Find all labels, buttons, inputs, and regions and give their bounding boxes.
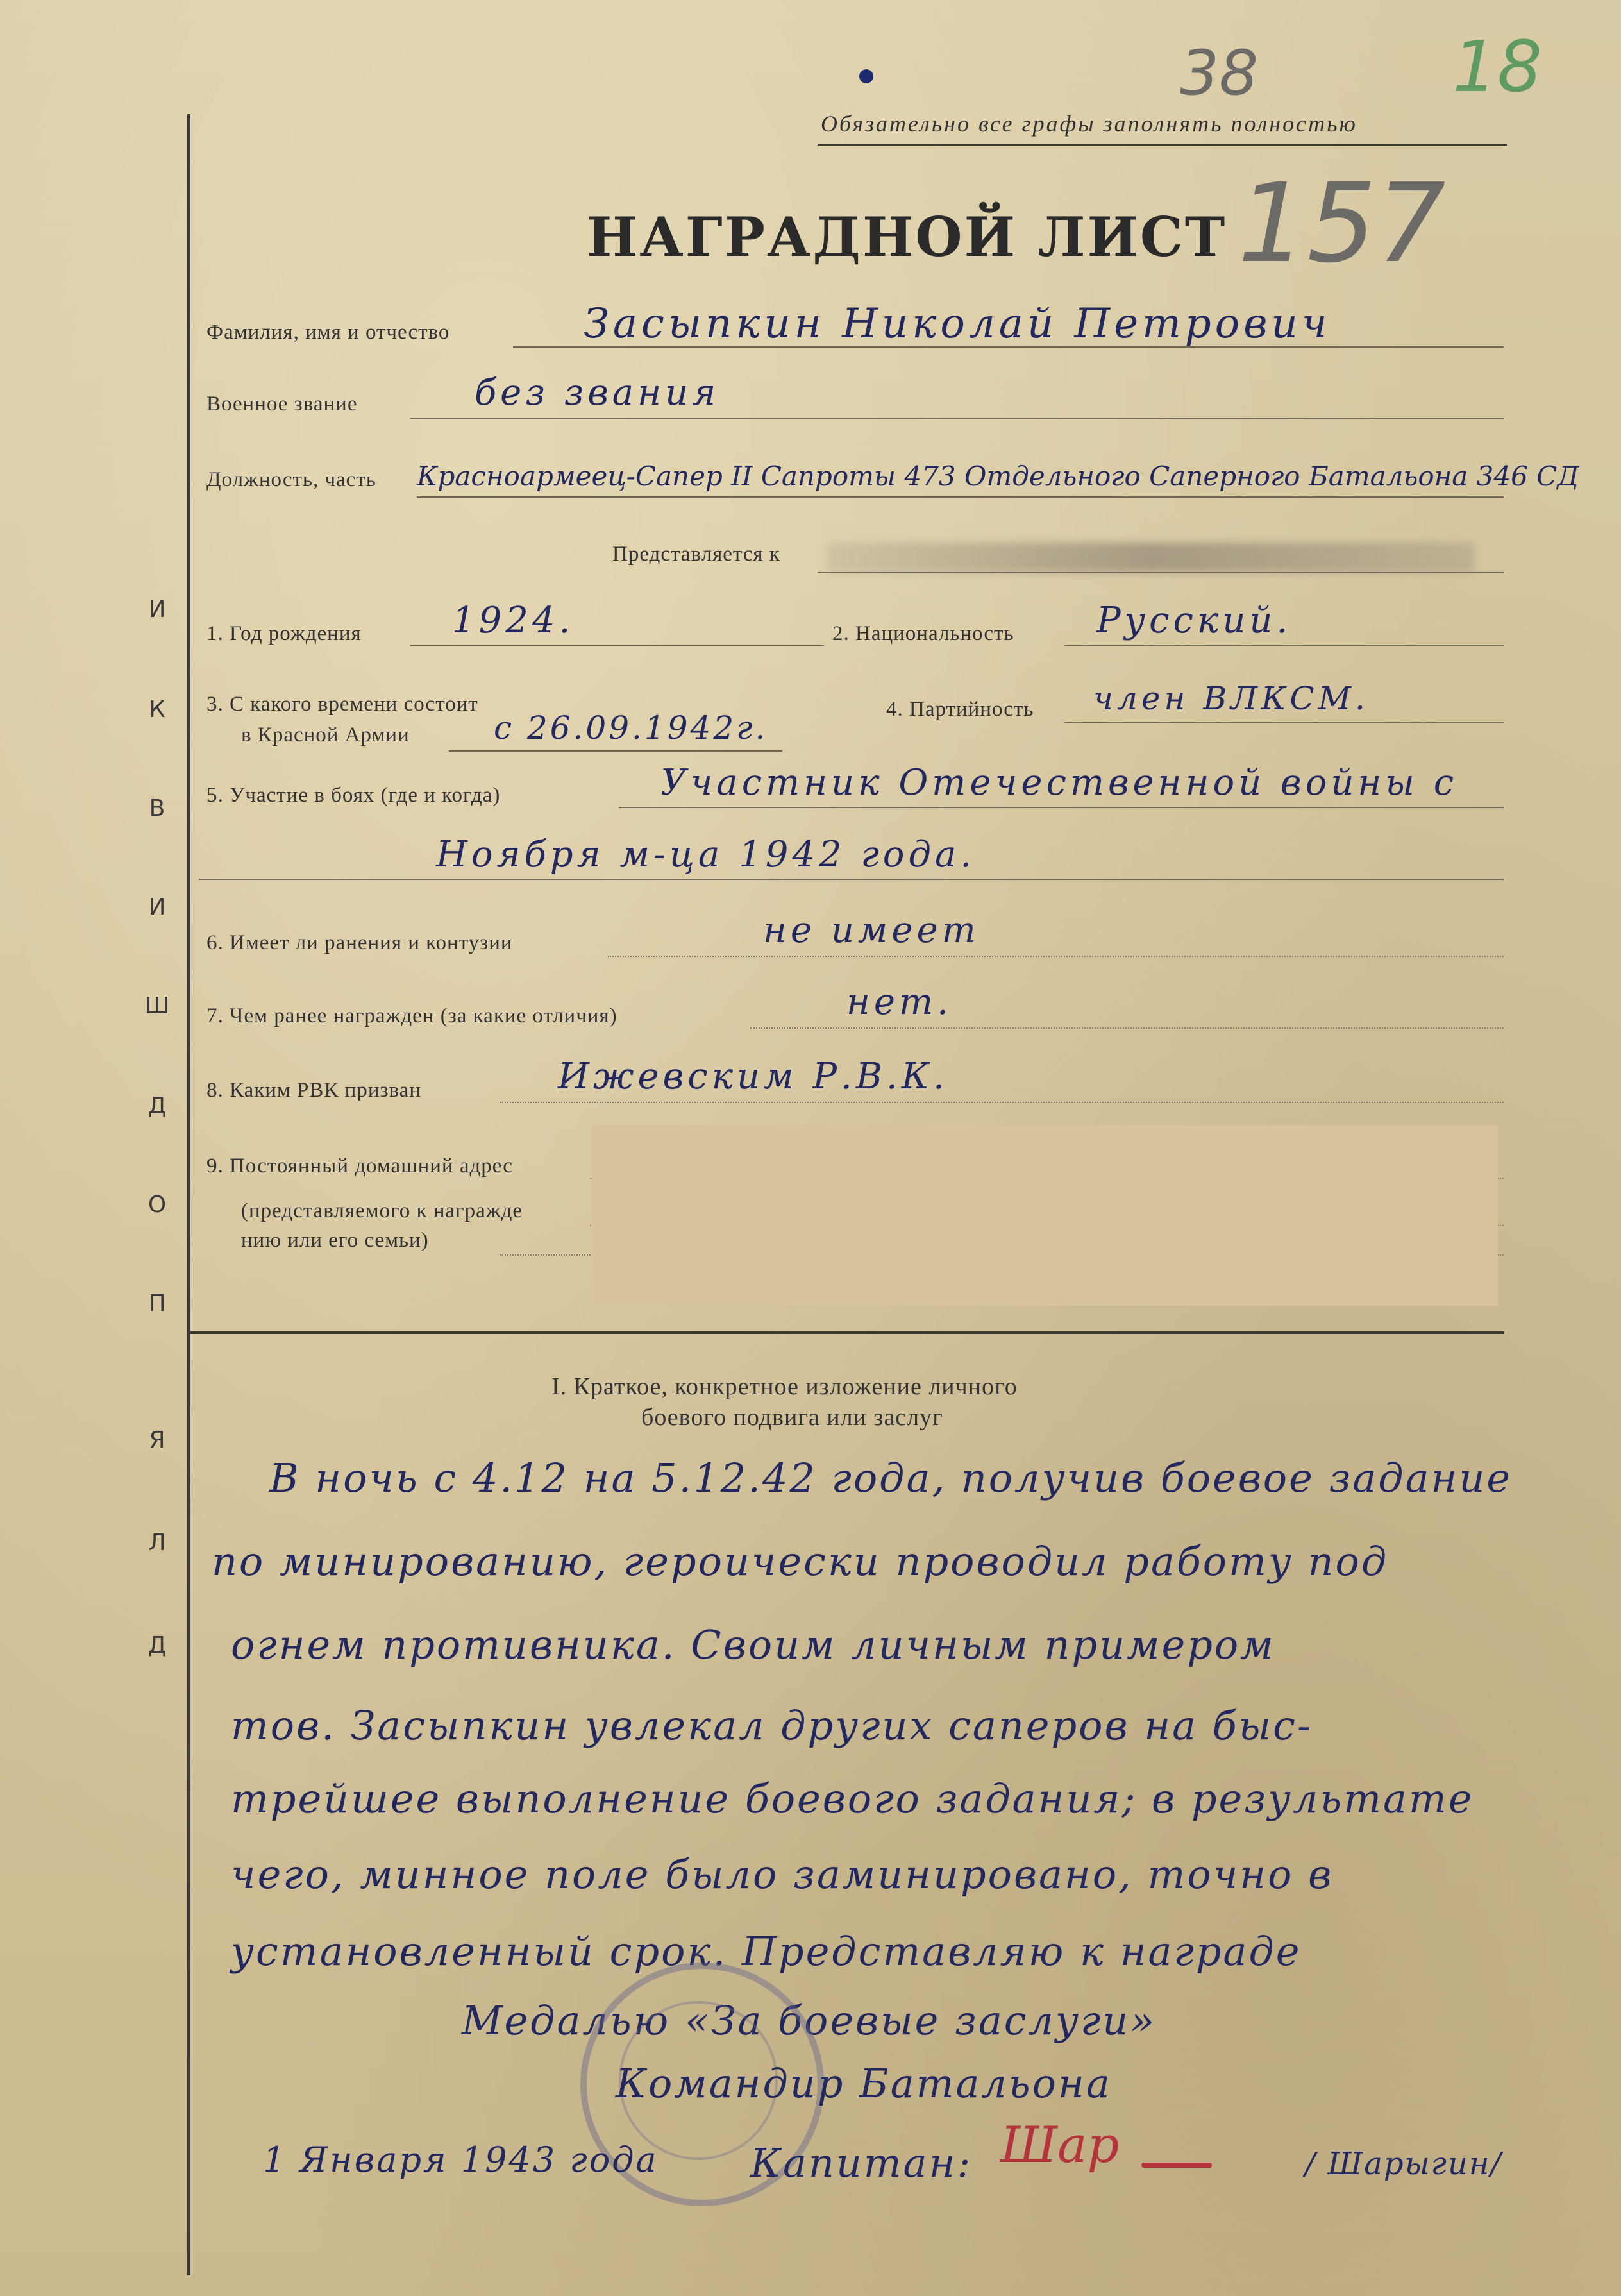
address-label-3: нию или его семьи) — [241, 1229, 429, 1252]
party-value: член ВЛКСМ. — [1093, 680, 1369, 717]
commander-surname: / Шарыгин/ — [1305, 2146, 1502, 2182]
signature: Шар — [1000, 2116, 1120, 2174]
name-line — [513, 346, 1504, 348]
narrative-line: Медалью «За боевые заслуги» — [462, 1997, 1157, 2044]
presented-line — [818, 572, 1504, 573]
section-heading-1: I. Краткое, конкретное изложение личного — [551, 1373, 1018, 1400]
side-letter: Я — [149, 1427, 165, 1453]
position-value: Красноармеец-Сапер II Сапроты 473 Отдельного Саперного Батальона 346 СД — [417, 460, 1579, 492]
position-line — [417, 496, 1504, 498]
pencil-number-mid: 157 — [1238, 160, 1446, 287]
blurred-award-text — [827, 543, 1475, 572]
side-letter: И — [148, 596, 166, 623]
wounds-value: не имеет — [763, 909, 980, 951]
address-label-2: (представляемого к награжде — [241, 1199, 523, 1222]
page-title: НАГРАДНОЙ ЛИСТ — [587, 205, 1227, 269]
battles-line-1 — [619, 807, 1504, 808]
rvk-label: 8. Каким РВК призван — [206, 1079, 421, 1102]
rank-line — [410, 418, 1504, 419]
rank-label: Военное звание — [206, 393, 358, 416]
since-line — [449, 750, 782, 752]
nationality-value: Русский. — [1096, 600, 1292, 641]
side-letter: Д — [147, 1093, 167, 1119]
address-label-1: 9. Постоянный домашний адрес — [206, 1154, 513, 1178]
rvk-value: Ижевским Р.В.К. — [558, 1056, 948, 1097]
pencil-number-top: 38 — [1180, 37, 1259, 109]
awards-value: нет. — [846, 981, 952, 1023]
since-label-1: 3. С какого времени состоит — [206, 693, 478, 716]
section-heading-2: боевого подвига или заслуг — [641, 1404, 943, 1431]
position-label: Должность, часть — [206, 468, 376, 491]
commander-title: Командир Батальона — [616, 2060, 1112, 2107]
awards-line — [750, 1027, 1504, 1029]
narrative-line: чего, минное поле было заминировано, точно в — [231, 1851, 1334, 1898]
narrative-line: по минированию, героически проводил работу под — [212, 1538, 1389, 1585]
sign-date: 1 Января 1943 года — [263, 2140, 659, 2180]
narrative-line: тов. Засыпкин увлекал других саперов на быс- — [231, 1702, 1313, 1749]
nationality-line — [1064, 645, 1504, 646]
battles-line-2 — [199, 879, 1504, 880]
since-label-2: в Красной Армии — [241, 723, 410, 747]
side-letter: Л — [148, 1530, 166, 1556]
green-number: 18 — [1452, 26, 1542, 108]
rvk-line — [500, 1102, 1504, 1103]
side-letter: П — [148, 1290, 166, 1317]
side-letter: Ш — [144, 993, 170, 1019]
rank-value: без звания — [475, 372, 720, 414]
narrative-line: В ночь с 4.12 на 5.12.42 года, получив боевое задание — [269, 1455, 1513, 1501]
name-value: Засыпкин Николай Петрович — [584, 300, 1331, 348]
birth-label: 1. Год рождения — [206, 622, 362, 645]
captain-label: Капитан: — [750, 2140, 973, 2186]
side-letter: Д — [147, 1632, 167, 1659]
left-margin-rule — [187, 114, 190, 2275]
narrative-line: огнем противника. Своим личным примером — [231, 1621, 1275, 1668]
narrative-line: трейшее выполнение боевого задания; в результате — [231, 1775, 1474, 1822]
name-label: Фамилия, имя и отчество — [206, 321, 450, 344]
party-line — [1064, 722, 1504, 723]
nationality-label: 2. Национальность — [832, 622, 1014, 645]
ink-dot — [859, 69, 873, 83]
since-value: с 26.09.1942г. — [494, 709, 768, 747]
birth-line — [410, 645, 824, 646]
redacted-address — [591, 1125, 1498, 1306]
side-letter: О — [147, 1192, 167, 1218]
party-label: 4. Партийность — [886, 698, 1034, 721]
wounds-line — [608, 956, 1504, 957]
birth-value: 1924. — [452, 600, 575, 641]
top-note: Обязательно все графы заполнять полностью — [821, 111, 1357, 137]
side-letter: В — [149, 795, 165, 822]
wounds-label: 6. Имеет ли ранения и контузии — [206, 931, 513, 954]
signature-stroke — [1141, 2163, 1212, 2168]
section-separator — [190, 1331, 1504, 1334]
battles-value-2: Ноября м-ца 1942 года. — [436, 834, 976, 875]
battles-value-1: Участник Отечественной войны с — [660, 762, 1458, 804]
narrative-line: установленный срок. Представляю к награде — [231, 1928, 1302, 1975]
awards-label: 7. Чем ранее награжден (за какие отличия) — [206, 1004, 617, 1027]
top-note-underline — [818, 144, 1507, 146]
battles-label: 5. Участие в боях (где и когда) — [206, 784, 501, 807]
side-letter: К — [149, 696, 165, 723]
presented-label: Представляется к — [612, 543, 780, 566]
side-letter: И — [148, 894, 166, 920]
